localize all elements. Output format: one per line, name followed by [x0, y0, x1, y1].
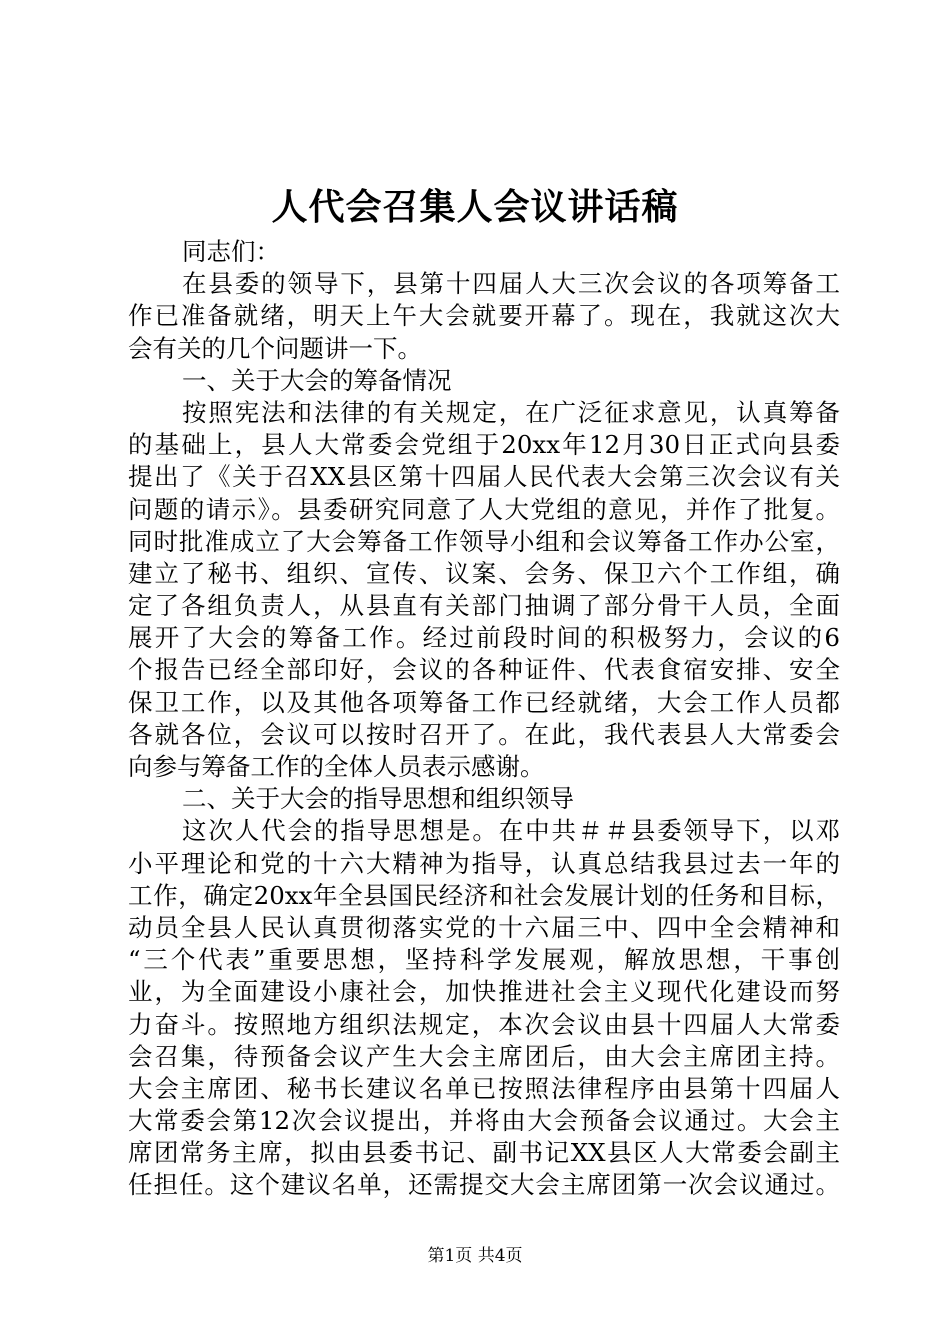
body-line: 按照宪法和法律的有关规定，在广泛征求意见，认真筹备 [182, 397, 840, 427]
body-line: 个报告已经全部印好，会议的各种证件、代表食宿安排、安全 [128, 655, 840, 685]
body-line: 同时批准成立了大会筹备工作领导小组和会议筹备工作办公室， [128, 526, 840, 556]
body-line: 会召集，待预备会议产生大会主席团后，由大会主席团主持。 [128, 1041, 840, 1071]
body-line: 保卫工作，以及其他各项筹备工作已经就绪，大会工作人员都 [128, 687, 840, 717]
section-heading: 一、关于大会的筹备情况 [182, 365, 452, 395]
body-line: 力奋斗。按照地方组织法规定，本次会议由县十四届人大常委 [128, 1009, 840, 1039]
body-line: 各就各位，会议可以按时召开了。在此，我代表县人大常委会 [128, 719, 840, 749]
body-line: 提出了《关于召XX县区第十四届人民代表大会第三次会议有关 [128, 462, 840, 492]
body-line: 这次人代会的指导思想是。在中共＃＃县委领导下，以邓 [182, 816, 840, 846]
body-line: 业，为全面建设小康社会，加快推进社会主义现代化建设而努 [128, 977, 840, 1007]
body-line: 工作，确定20xx年全县国民经济和社会发展计划的任务和目标， [128, 880, 840, 910]
document-title: 人代会召集人会议讲话稿 [271, 186, 679, 228]
document-body [128, 236, 840, 1202]
body-line: 定了各组负责人，从县直有关部门抽调了部分骨干人员，全面 [128, 591, 840, 621]
salutation-line: 同志们： [182, 237, 280, 266]
body-line: 任担任。这个建议名单，还需提交大会主席团第一次会议通过。 [128, 1170, 840, 1200]
body-line: 会有关的几个问题讲一下。 [128, 333, 422, 363]
body-line: 建立了秘书、组织、宣传、议案、会务、保卫六个工作组，确 [128, 558, 840, 588]
body-line: 席团常务主席，拟由县委书记、副书记XX县区人大常委会副主 [128, 1138, 840, 1168]
body-line: 问题的请示》。县委研究同意了人大党组的意见，并作了批复。 [128, 494, 840, 524]
body-line: 作已准备就绪，明天上午大会就要开幕了。现在，我就这次大 [128, 301, 840, 331]
body-line: 小平理论和党的十六大精神为指导，认真总结我县过去一年的 [128, 848, 840, 878]
body-line: 的基础上，县人大常委会党组于20xx年12月30日正式向县委 [128, 430, 840, 460]
body-line: 在县委的领导下，县第十四届人大三次会议的各项筹备工 [182, 269, 840, 299]
body-line: “三个代表”重要思想，坚持科学发展观，解放思想，干事创 [128, 945, 840, 975]
body-line: 动员全县人民认真贯彻落实党的十六届三中、四中全会精神和 [128, 912, 840, 942]
page-number-footer: 第1页 共4页 [427, 1246, 523, 1266]
body-line: 展开了大会的筹备工作。经过前段时间的积极努力，会议的6 [128, 623, 840, 653]
body-line: 向参与筹备工作的全体人员表示感谢。 [128, 752, 545, 781]
section-heading: 二、关于大会的指导思想和组织领导 [182, 784, 574, 814]
body-line: 大常委会第12次会议提出，并将由大会预备会议通过。大会主 [128, 1106, 840, 1136]
body-line: 大会主席团、秘书长建议名单已按照法律程序由县第十四届人 [128, 1073, 840, 1103]
